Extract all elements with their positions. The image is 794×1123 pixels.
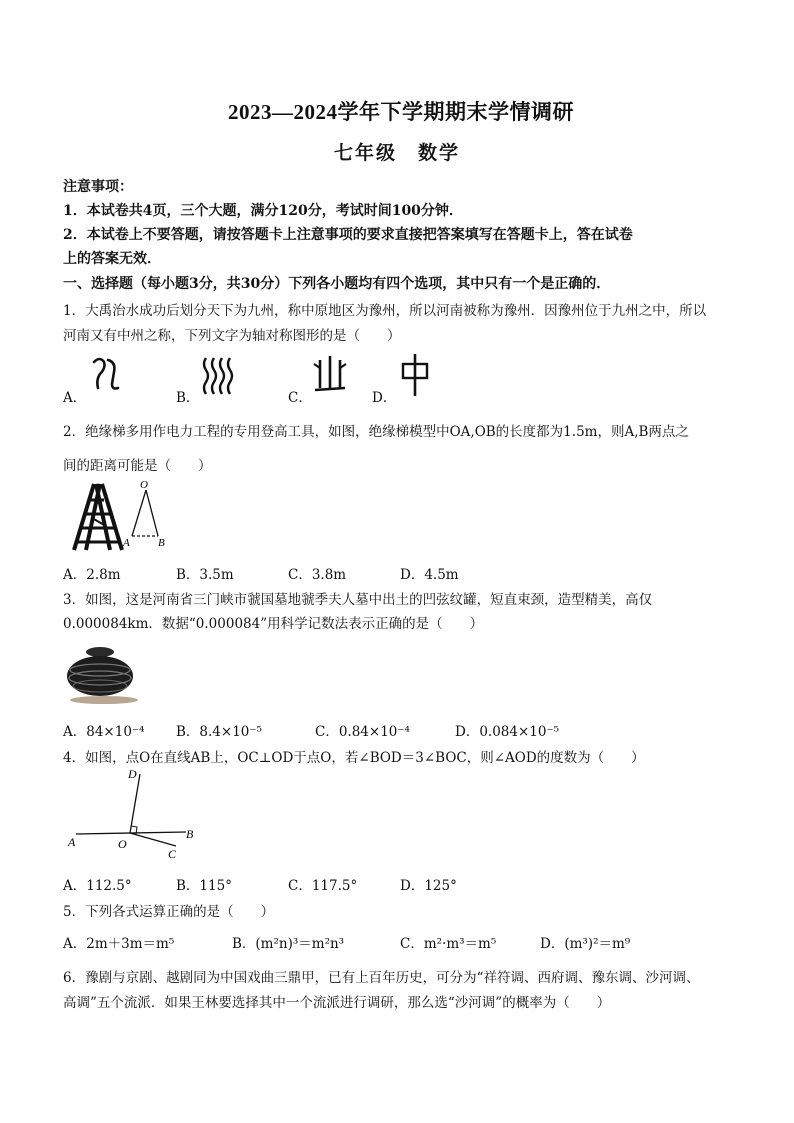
q5-line-1: 5．下列各式运算正确的是（ ） [63, 904, 275, 920]
notes-item-2-line-2: 上的答案无效． [63, 251, 161, 267]
q2-label-b: B [158, 537, 165, 549]
q2-line-2: 间的距离可能是（ ） [63, 458, 212, 474]
q5-option-a: A．2m＋3m＝m⁵ [63, 936, 175, 952]
q2-option-a: A．2.8m [63, 567, 121, 583]
q2-label-a: A [123, 537, 130, 549]
q2-option-b: B．3.5m [176, 567, 234, 583]
q4-line-1: 4．如图，点O在直线AB上，OC⊥OD于点O，若∠BOD＝3∠BOC，则∠AOD的度数为（ ） [63, 750, 645, 766]
q3-option-d: D．0.084×10⁻⁵ [455, 724, 559, 740]
q2-line-1: 2．绝缘梯多用作电力工程的专用登高工具，如图，绝缘梯模型中OA,OB的长度都为1.5m，则A,B两点之 [63, 424, 689, 440]
q3-option-a: A．84×10⁻⁴ [63, 724, 145, 740]
q1-line-2: 河南又有中州之称，下列文字为轴对称图形的是（ ） [63, 328, 401, 344]
q5-option-b: B．(m²n)³＝m²n³ [232, 936, 345, 952]
section-1-heading: 一、选择题（每小题3分，共30分）下列各小题均有四个选项，其中只有一个是正确的． [63, 276, 611, 292]
q4-option-a: A．112.5° [63, 878, 132, 894]
q3-line-2: 0.000084km．数据“0.000084”用科学记数法表示正确的是（ ） [63, 616, 484, 632]
q5-option-c: C．m²·m³＝m⁵ [400, 936, 497, 952]
q1-option-c-glyph [312, 354, 348, 396]
q1-option-b-glyph [200, 356, 236, 396]
q4-label-c: C [168, 847, 177, 861]
notes-heading: 注意事项： [63, 179, 133, 195]
q5-option-d: D．(m³)²＝m⁹ [540, 936, 631, 952]
q4-label-a: A [68, 835, 76, 849]
q3-jar-photo [64, 640, 140, 704]
q1-option-b-label: B． [176, 390, 200, 406]
q2-ladder-photo [66, 482, 126, 552]
q1-option-a-label: A． [63, 390, 87, 406]
q4-option-d: D．125° [400, 878, 457, 894]
q6-line-2: 高调”五个流派．如果王林要选择其中一个流派进行调研，那么选“沙河调”的概率为（ ） [63, 995, 611, 1011]
q1-option-d-glyph [398, 352, 432, 398]
q1-option-d-label: D． [372, 390, 397, 406]
exam-subtitle: 七年级 数学 [334, 142, 461, 164]
q1-line-1: 1．大禹治水成功后划分天下为九州，称中原地区为豫州，所以河南被称为豫州．因豫州位于九州之中，所以 [63, 303, 707, 319]
notes-item-1: 1．本试卷共4页，三个大题，满分120分，考试时间100分钟． [63, 203, 463, 219]
q4-option-b: B．115° [176, 878, 232, 894]
notes-item-2-line-1: 2．本试卷上不要答题，请按答题卡上注意事项的要求直接把答案填写在答题卡上，答在试卷 [63, 227, 633, 243]
q2-option-c: C．3.8m [288, 567, 347, 583]
q4-label-b: B [186, 827, 194, 841]
q3-option-b: B．8.4×10⁻⁵ [176, 724, 262, 740]
q4-option-c: C．117.5° [288, 878, 358, 894]
q4-label-d: D [128, 767, 137, 781]
q3-option-c: C．0.84×10⁻⁴ [315, 724, 410, 740]
q6-line-1: 6．豫剧与京剧、越剧同为中国戏曲三鼎甲，已有上百年历史，可分为“祥符调、西府调、豫东调、沙河调、 [63, 970, 700, 986]
q2-option-d: D．4.5m [400, 567, 459, 583]
q2-label-o: O [140, 479, 148, 491]
q2-triangle-figure [118, 478, 178, 550]
q3-line-1: 3．如图，这是河南省三门峡市虢国墓地虢季夫人墓中出土的凹弦纹罐，短直束颈，造型精美，高仅 [63, 592, 653, 608]
q4-label-o: O [118, 837, 127, 851]
q1-option-a-glyph [88, 354, 122, 396]
exam-title: 2023—2024学年下学期期末学情调研 [228, 100, 574, 124]
q4-angle-figure [64, 766, 204, 862]
q1-option-c-label: C． [288, 390, 312, 406]
